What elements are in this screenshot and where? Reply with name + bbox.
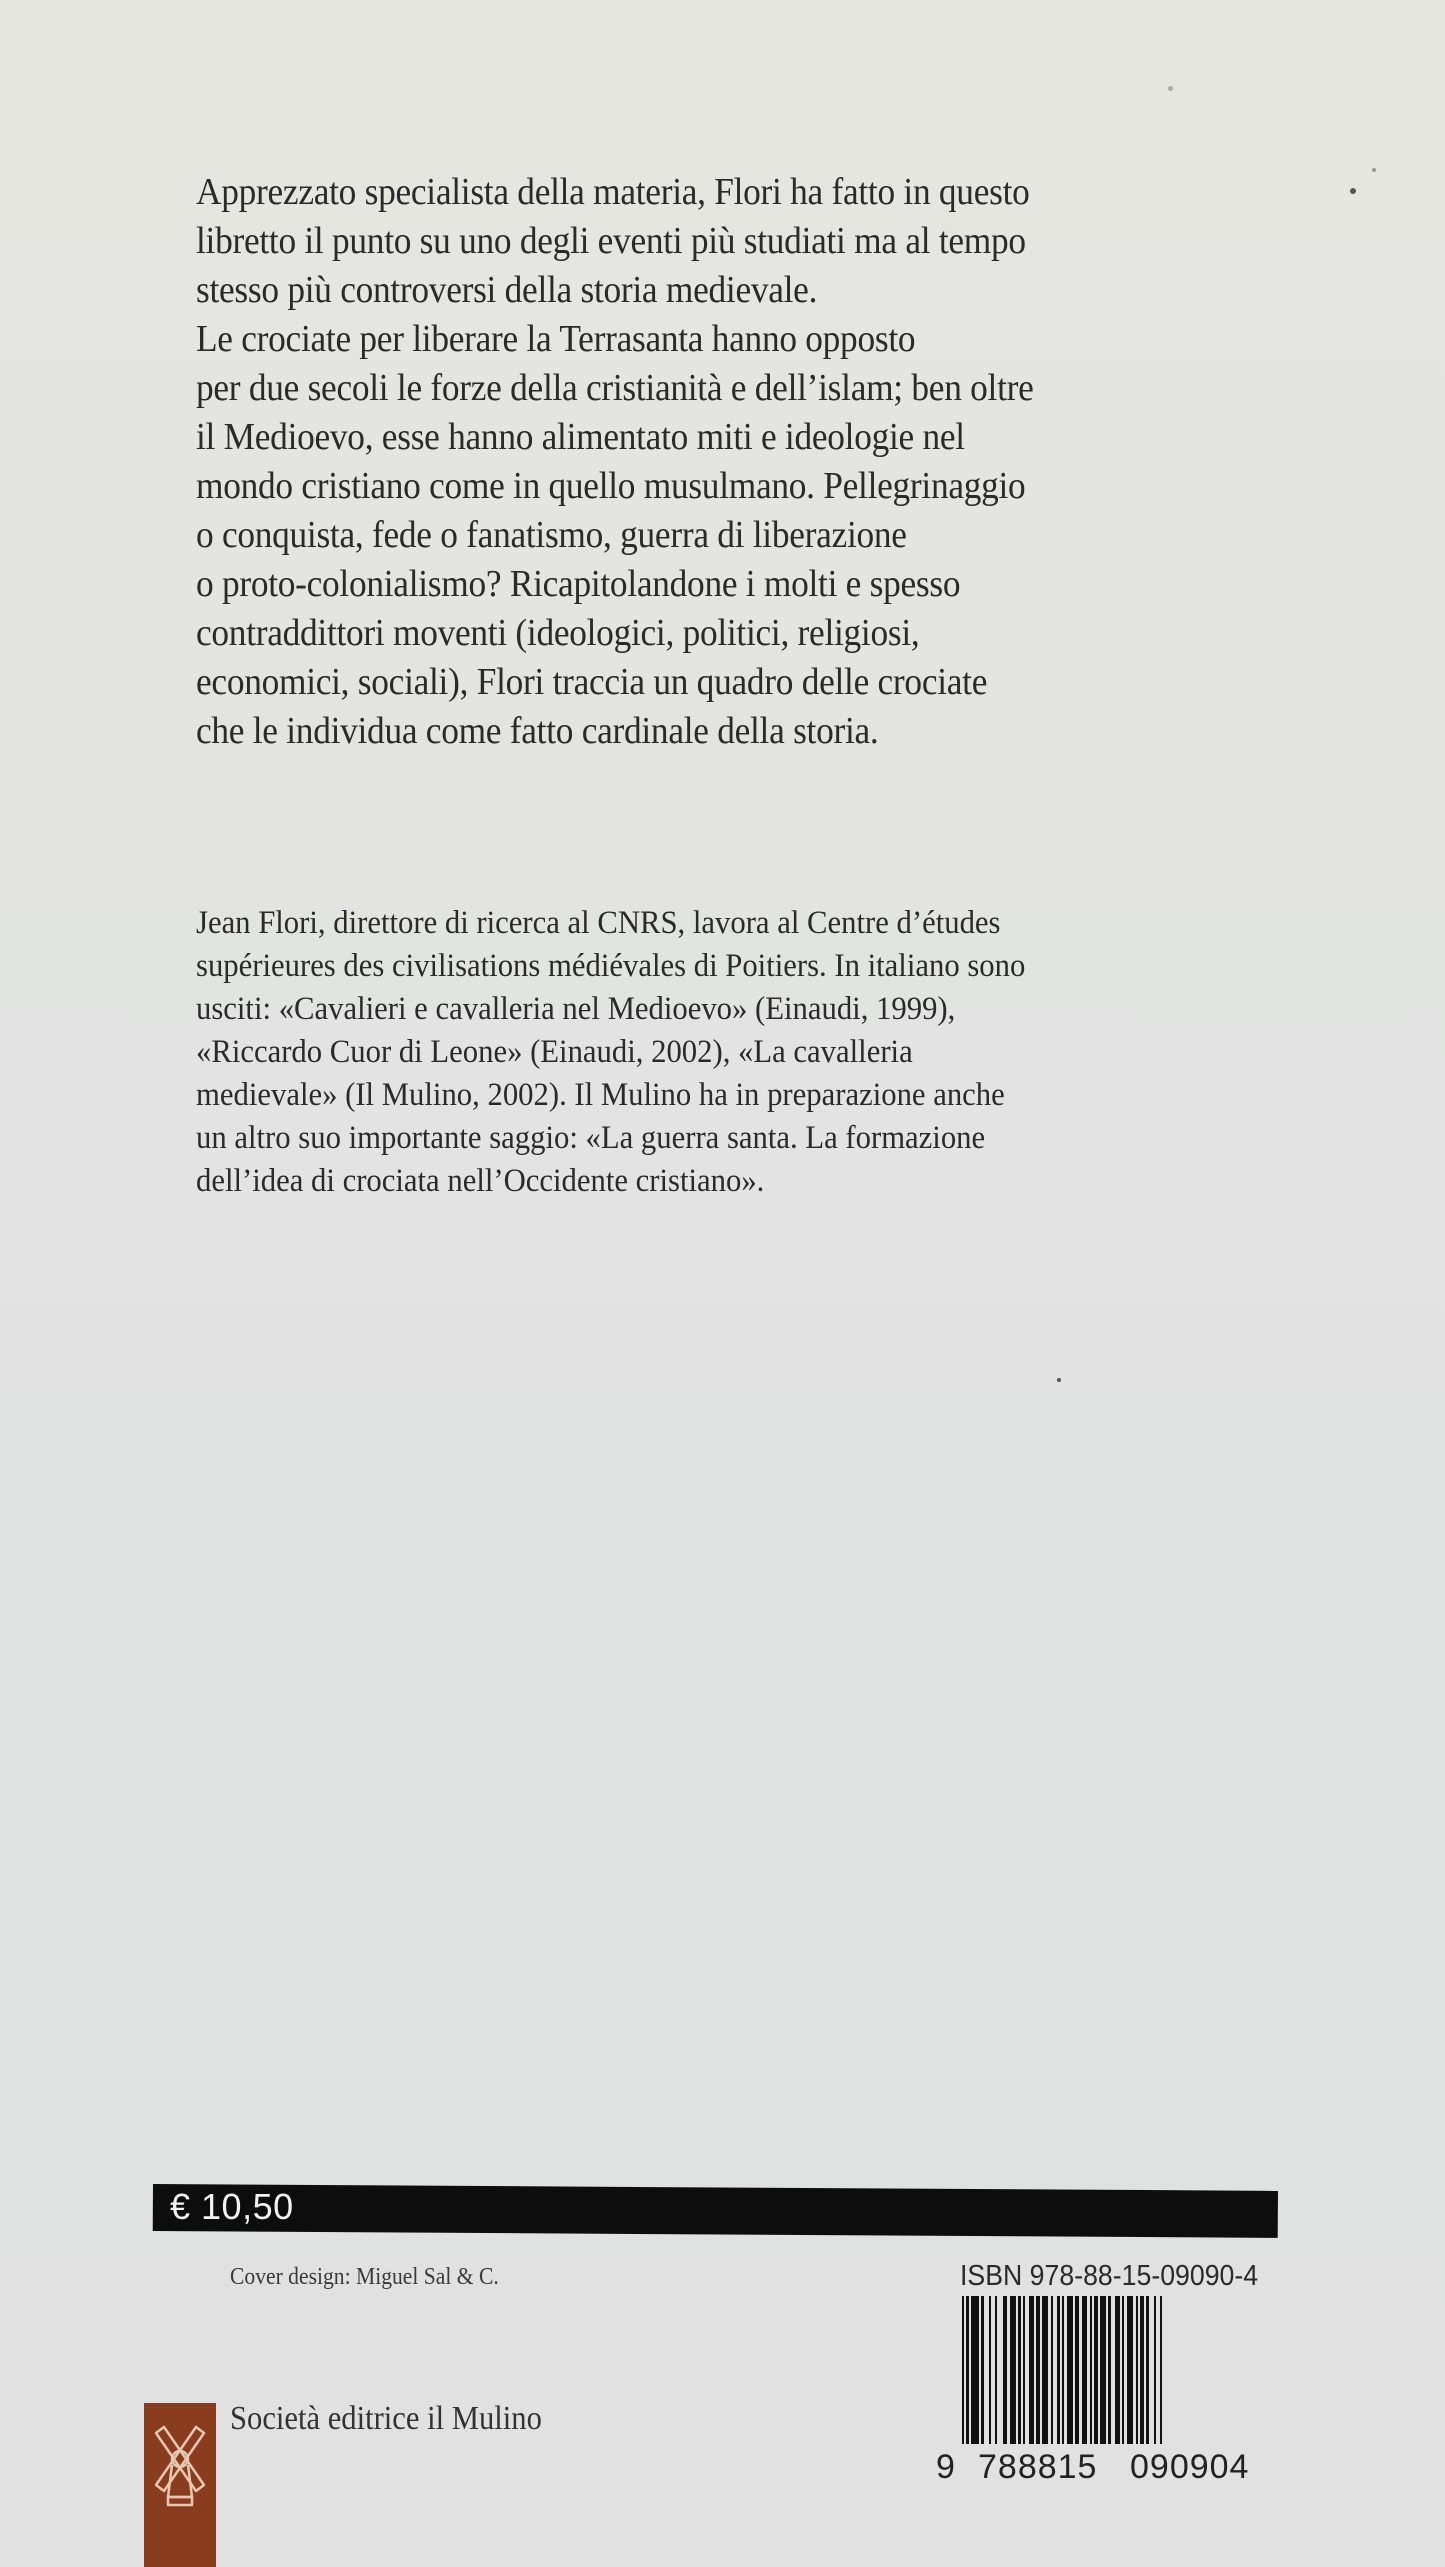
- bio-line: medievale» (Il Mulino, 2002). Il Mulino ha in preparazione anche: [196, 1077, 1005, 1113]
- publisher-name: Società editrice il Mulino: [230, 2400, 542, 2437]
- blurb-line: stesso più controversi della storia medievale.: [196, 269, 818, 311]
- bio-line: usciti: «Cavalieri e cavalleria nel Medioevo» (Einaudi, 1999),: [196, 991, 956, 1027]
- print-speck: [1057, 1378, 1061, 1382]
- bio-line: Jean Flori, direttore di ricerca al CNRS, lavora al Centre d’études: [196, 905, 1001, 941]
- barcode-digits: [936, 2448, 1270, 2487]
- bio-line: «Riccardo Cuor di Leone» (Einaudi, 2002), «La cavalleria: [196, 1034, 913, 1070]
- blurb-line: o proto-colonialismo? Ricapitolandone i molti e spesso: [196, 563, 961, 605]
- print-speck: [1168, 86, 1173, 91]
- bio-line: dell’idea di crociata nell’Occidente cristiano».: [196, 1163, 765, 1199]
- bio-line: supérieures des civilisations médiévales di Poitiers. In italiano sono: [196, 948, 1026, 984]
- blurb-line: libretto il punto su uno degli eventi più studiati ma al tempo: [196, 220, 1026, 262]
- print-speck: [1350, 188, 1356, 194]
- blurb-line: per due secoli le forze della cristianità e dell’islam; ben oltre: [196, 367, 1034, 409]
- price-label: € 10,50: [170, 2186, 294, 2227]
- publisher-logo: [144, 2403, 216, 2567]
- blurb-line: economici, sociali), Flori traccia un quadro delle crociate: [196, 661, 988, 703]
- blurb-line: che le individua come fatto cardinale della storia.: [196, 710, 879, 752]
- barcode-digit-group-right: 090904: [1130, 2448, 1250, 2486]
- book-blurb: [196, 168, 1219, 756]
- barcode: [962, 2296, 1280, 2444]
- author-bio: [196, 902, 1275, 1203]
- print-speck: [1372, 168, 1376, 172]
- isbn-label: ISBN 978-88-15-09090-4: [960, 2260, 1259, 2292]
- blurb-line: Le crociate per liberare la Terrasanta hanno opposto: [196, 318, 916, 360]
- blurb-line: o conquista, fede o fanatismo, guerra di liberazione: [196, 514, 907, 556]
- blurb-line: contraddittori moventi (ideologici, politici, religiosi,: [196, 612, 920, 654]
- barcode-bar: [971, 2296, 979, 2444]
- cover-design-credit: Cover design: Miguel Sal & C.: [230, 2264, 499, 2290]
- blurb-line: il Medioevo, esse hanno alimentato miti e ideologie nel: [196, 416, 965, 458]
- barcode-space: [1162, 2296, 1165, 2444]
- blurb-line: mondo cristiano come in quello musulmano. Pellegrinaggio: [196, 465, 1026, 507]
- barcode-digit-group-left: 788815: [978, 2448, 1098, 2486]
- windmill-icon: [150, 2423, 210, 2523]
- barcode-digit-prefix: 9: [936, 2448, 955, 2486]
- blurb-line: Apprezzato specialista della materia, Flori ha fatto in questo: [196, 171, 1030, 213]
- bio-line: un altro suo importante saggio: «La guerra santa. La formazione: [196, 1120, 986, 1156]
- price-bar: [153, 2184, 1278, 2238]
